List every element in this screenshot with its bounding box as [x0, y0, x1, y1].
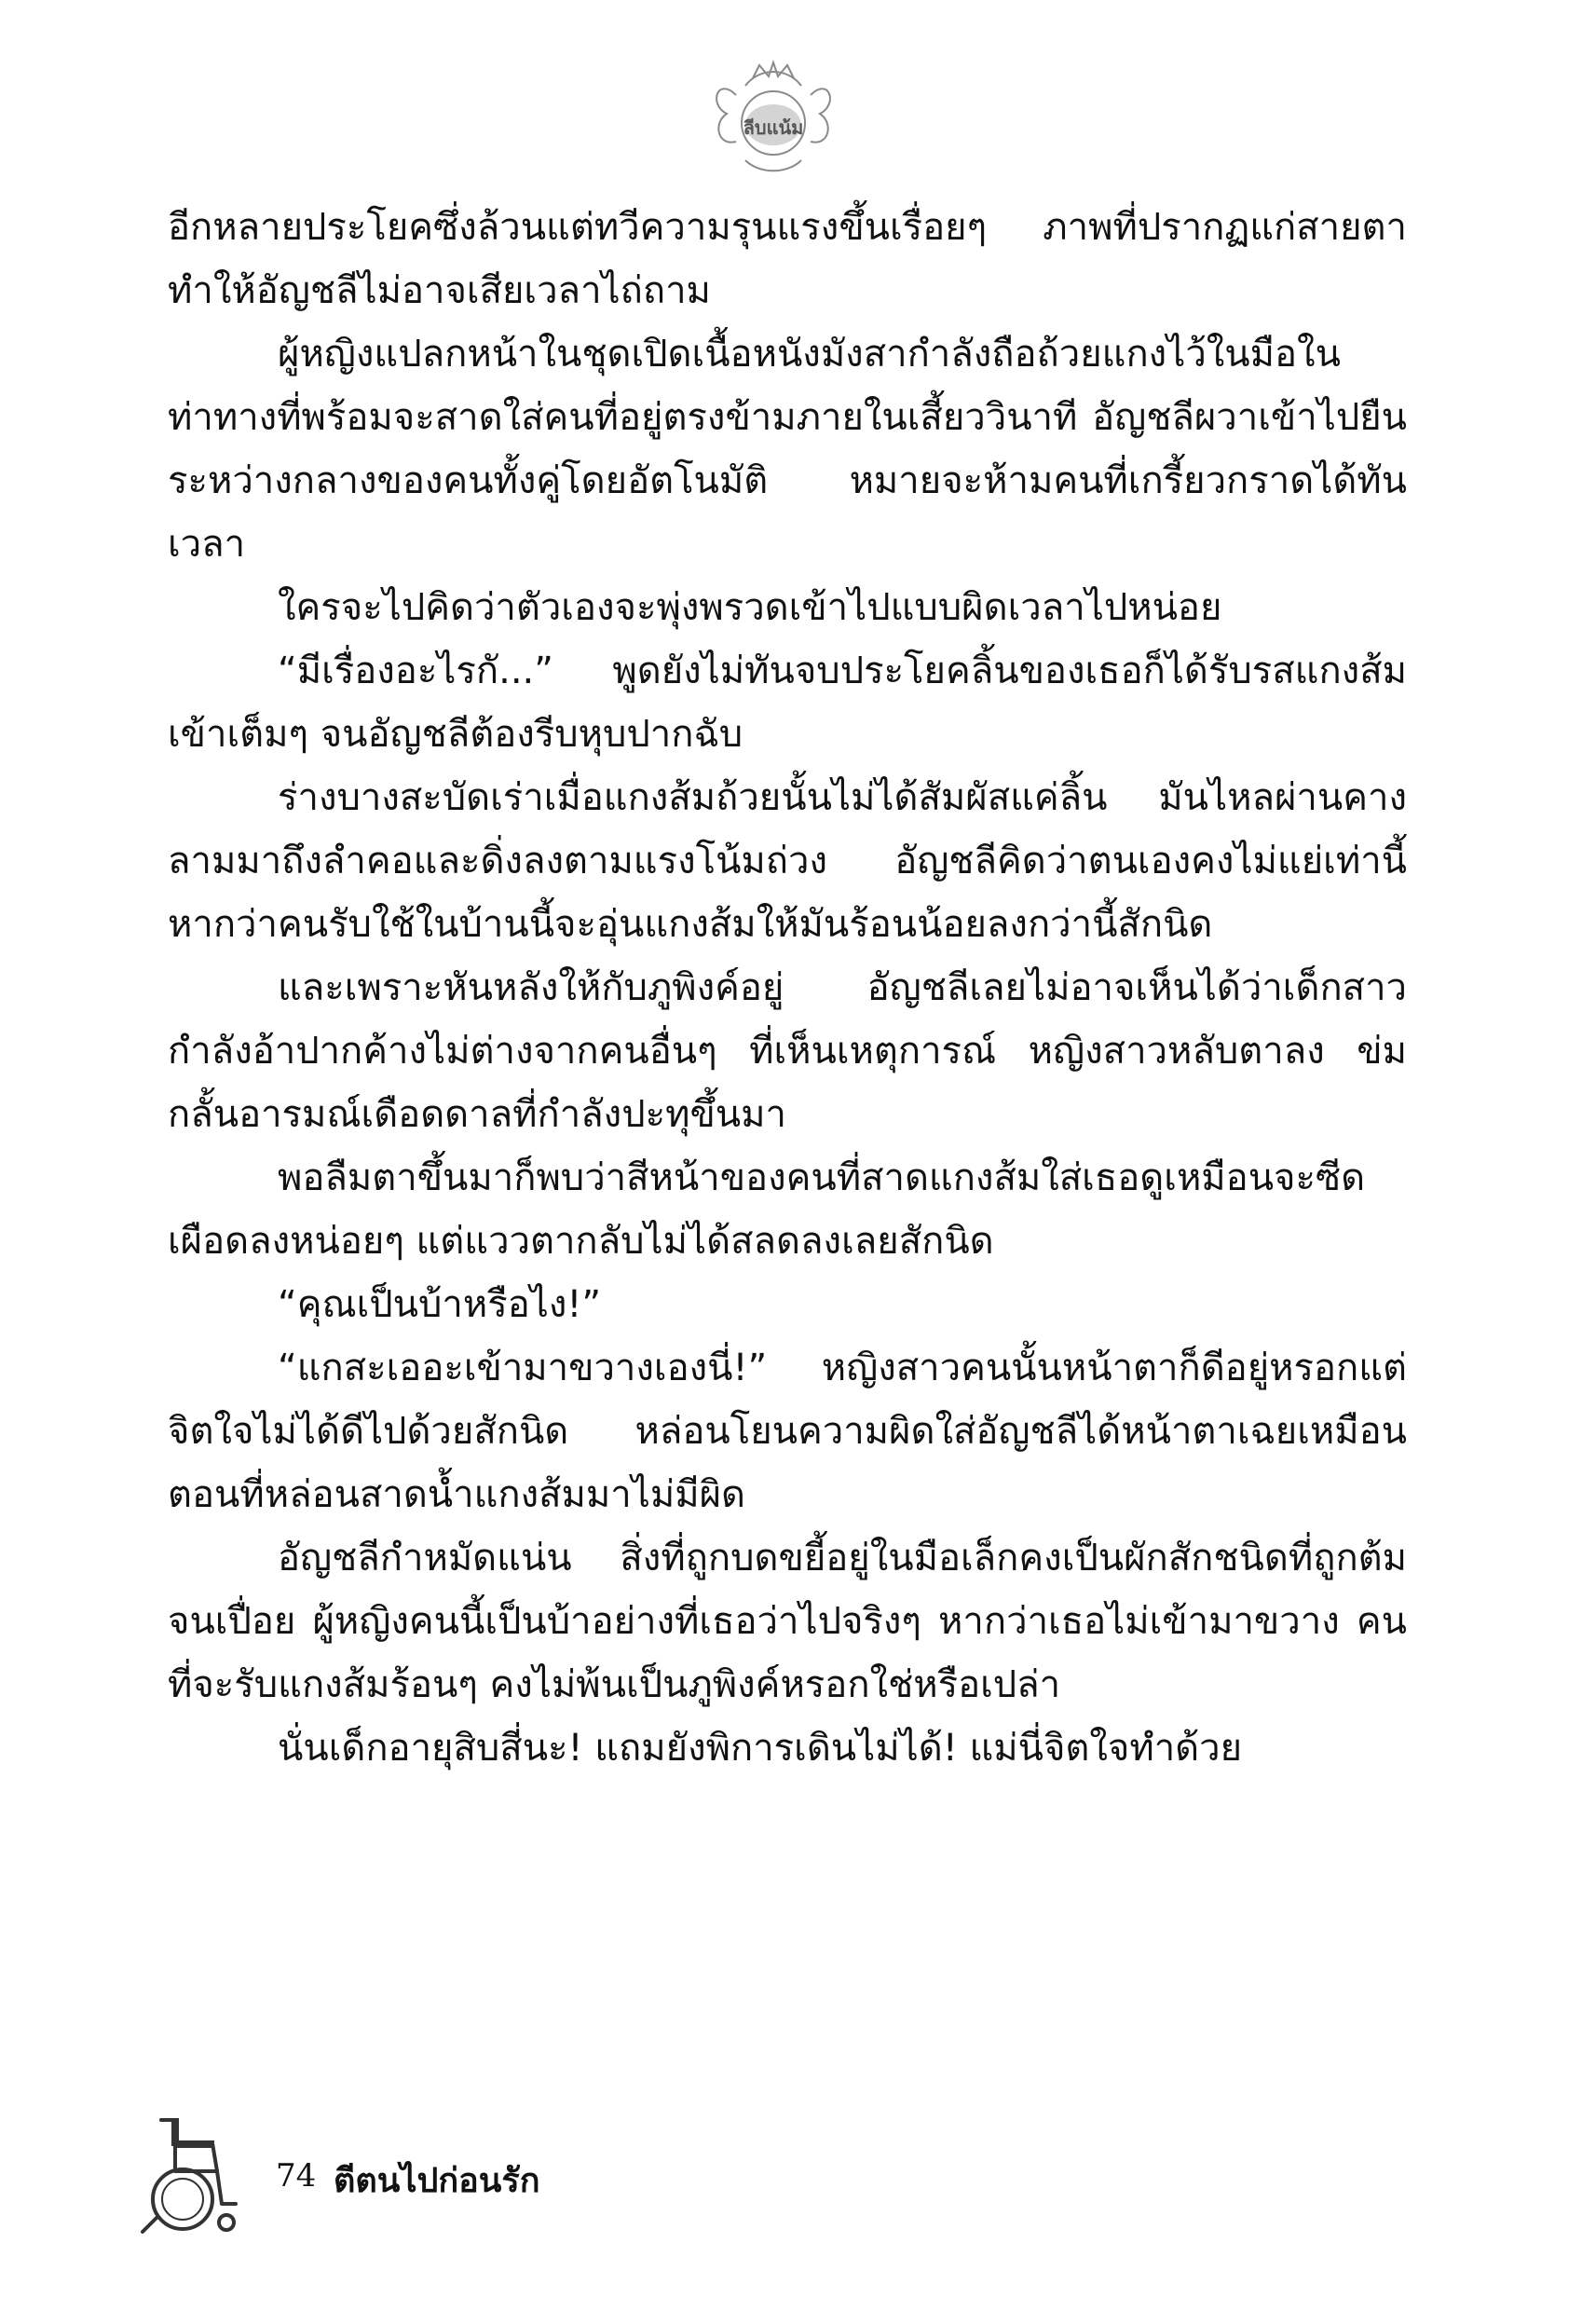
paragraph: อัญชลีกำหมัดแน่น สิ่งที่ถูกบดขยี้อยู่ในมือเล็กคงเป็นผักสักชนิดที่ถูกต้มจนเปื่อย ผู้หญิงคนนี้เป็นบ้าอย่างที่เธอว่าไปจริงๆ หากว่าเธอไม่เข้ามาขวาง คนที่จะรับแกงส้มร้อนๆ คงไม่พ้นเป็นภูพิงค์หรอกใช่หรือเปล่า	[168, 1537, 1407, 1706]
page-number: 74	[276, 2157, 317, 2195]
story-body	[168, 196, 1407, 1780]
wheelchair-icon	[138, 2101, 245, 2241]
paragraph: อีกหลายประโยคซึ่งล้วนแต่ทวีความรุนแรงขึ้นเรื่อยๆ ภาพที่ปรากฏแก่สายตาทำให้อัญชลีไม่อาจเสียเวลาไถ่ถาม	[168, 206, 1407, 312]
publisher-emblem-icon	[680, 58, 866, 198]
paragraph: ร่างบางสะบัดเร่าเมื่อแกงส้มถ้วยนั้นไม่ได้สัมผัสแค่ลิ้น มันไหลผ่านคางลามมาถึงลำคอและดิ่งลงตามแรงโน้มถ่วง อัญชลีคิดว่าตนเองคงไม่แย่เท่านี้หากว่าคนรับใช้ในบ้านนี้จะอุ่นแกงส้มให้มันร้อนน้อยลงกว่านี้สักนิด	[168, 776, 1407, 946]
page-footer	[138, 2101, 790, 2241]
paragraph: “มีเรื่องอะไรกั...” พูดยังไม่ทันจบประโยคลิ้นของเธอก็ได้รับรสแกงส้มเข้าเต็มๆ จนอัญชลีต้องรีบหุบปากฉับ	[168, 650, 1407, 756]
publisher-logo-text: ลีบแน้ม	[743, 116, 804, 139]
paragraph: นั่นเด็กอายุสิบสี่นะ! แถมยังพิการเดินไม่ได้! แม่นี่จิตใจทำด้วย	[278, 1727, 1243, 1770]
paragraph: พอลืมตาขึ้นมาก็พบว่าสีหน้าของคนที่สาดแกงส้มใส่เธอดูเหมือนจะซีดเผือดลงหน่อยๆ แต่แววตากลับไม่ได้สลดลงเลยสักนิด	[168, 1156, 1366, 1263]
paragraph: และเพราะหันหลังให้กับภูพิงค์อยู่ อัญชลีเลยไม่อาจเห็นได้ว่าเด็กสาวกำลังอ้าปากค้างไม่ต่างจากคนอื่นๆ ที่เห็นเหตุการณ์ หญิงสาวหลับตาลง ข่มกลั้นอารมณ์เดือดดาลที่กำลังปะทุขึ้นมา	[168, 966, 1407, 1136]
paragraph: “คุณเป็นบ้าหรือไง!”	[278, 1283, 602, 1326]
book-title: ตีตนไปก่อนรัก	[334, 2162, 540, 2200]
paragraph: ผู้หญิงแปลกหน้าในชุดเปิดเนื้อหนังมังสากำลังถือถ้วยแกงไว้ในมือในท่าทางที่พร้อมจะสาดใส่คนที่อยู่ตรงข้ามภายในเสี้ยววินาที อัญชลีผวาเข้าไปยืนระหว่างกลางของคนทั้งคู่โดยอัตโนมัติ หมายจะห้ามคนที่เกรี้ยวกราดได้ทันเวลา	[168, 333, 1407, 566]
paragraph: ใครจะไปคิดว่าตัวเองจะพุ่งพรวดเข้าไปแบบผิดเวลาไปหน่อย	[278, 586, 1222, 629]
paragraph: “แกสะเออะเข้ามาขวางเองนี่!” หญิงสาวคนนั้นหน้าตาก็ดีอยู่หรอกแต่จิตใจไม่ได้ดีไปด้วยสักนิด หล่อนโยนความผิดใส่อัญชลีได้หน้าตาเฉยเหมือนตอนที่หล่อนสาดน้ำแกงส้มมาไม่มีผิด	[168, 1347, 1407, 1516]
